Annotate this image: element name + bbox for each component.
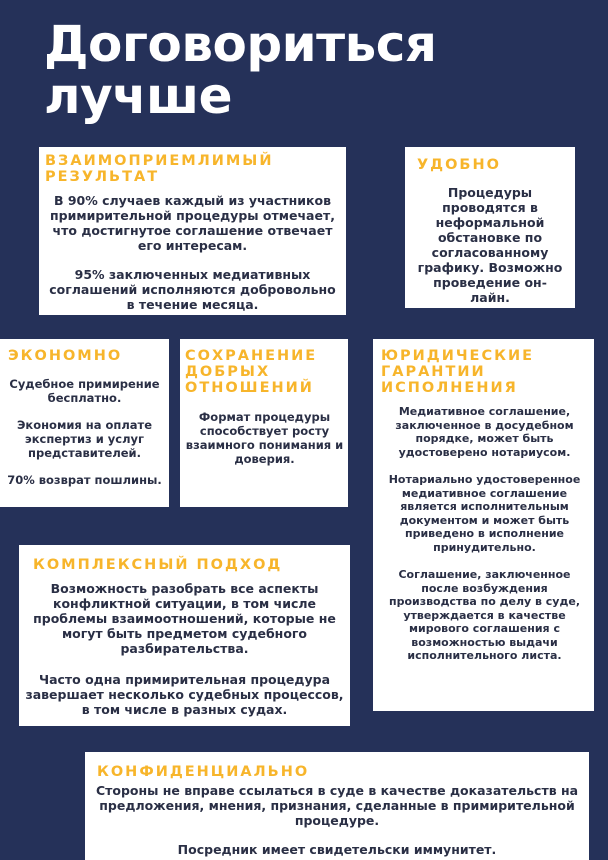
- card-heading: [45, 153, 340, 185]
- card-heading: ЭКОНОМНО: [8, 348, 123, 364]
- card-heading: [381, 348, 588, 396]
- heading-line: ЮРИДИЧЕСКИЕ: [381, 348, 534, 364]
- heading-line: РЕЗУЛЬТАТ: [45, 169, 160, 185]
- card-text: Нотариально удостоверенное медиативное соглашение является исполнительным документом и может быть приведено в исполнение принудительно.: [388, 473, 581, 554]
- card-text: Возможность разобрать все аспекты конфликтной ситуации, в том числе проблемы взаимоотношений, которые не могут быть предметом судебного разбирательства.: [33, 581, 336, 656]
- card-text: Формат процедуры способствует росту взаимного понимания и доверия.: [185, 410, 344, 466]
- heading-line: ИСПОЛНЕНИЯ: [381, 380, 518, 396]
- card-complex-approach: [19, 545, 350, 726]
- heading-line: ВЗАИМОПРИЕМЛИМЫЙ: [45, 153, 274, 169]
- card-text: Процедуры проводятся в неформальной обстановке по согласованному графику. Возможно проведение он-лайн.: [417, 185, 563, 305]
- card-text: 70% возврат пошлины.: [7, 473, 162, 487]
- card-good-relations: [180, 339, 348, 507]
- card-text: В 90% случаев каждый из участников примирительной процедуры отмечает, что достигнутое соглашение отвечает его интересам.: [50, 193, 335, 253]
- card-text: Посредник имеет свидетельски иммунитет.: [177, 842, 497, 857]
- card-convenient: [405, 147, 575, 308]
- title-line-1: Договориться: [44, 15, 437, 73]
- card-mutual-result: [39, 147, 346, 315]
- card-text: Соглашение, заключенное после возбуждения производства по делу в суде, утверждается в качестве мирового соглашения с возможностью выдачи исполнительного листа.: [388, 568, 581, 662]
- card-text: 95% заключенных медиативных соглашений исполняются добровольно в течение месяца.: [49, 267, 336, 312]
- heading-line: ГАРАНТИИ: [381, 364, 486, 380]
- heading-line: ДОБРЫХ: [185, 364, 271, 380]
- card-text: Стороны не вправе ссылаться в суде в качестве доказательств на предложения, мнения, признания, сделанные в примирительной процедуре.: [95, 783, 579, 828]
- page-title: [44, 15, 544, 125]
- card-heading: КОМПЛЕКСНЫЙ ПОДХОД: [33, 557, 283, 573]
- card-text: Судебное примирение бесплатно.: [9, 377, 160, 405]
- card-heading: УДОБНО: [417, 157, 501, 173]
- title-line-2: лучше: [44, 67, 233, 125]
- card-text: Медиативное соглашение, заключенное в досудебном порядке, может быть удостоверено нотариусом.: [395, 405, 574, 459]
- card-confidential: [85, 752, 589, 860]
- card-heading: [185, 348, 344, 396]
- card-text: Экономия на оплате экспертиз и услуг представителей.: [16, 418, 153, 460]
- card-heading: КОНФИДЕНЦИАЛЬНО: [97, 764, 310, 780]
- heading-line: СОХРАНЕНИЕ: [185, 348, 318, 364]
- card-text: Часто одна примирительная процедура завершает несколько судебных процессов, в том числе в разных судах.: [25, 672, 344, 717]
- card-legal-guarantees: [373, 339, 594, 711]
- card-economical: [0, 339, 169, 507]
- heading-line: ОТНОШЕНИЙ: [185, 380, 314, 396]
